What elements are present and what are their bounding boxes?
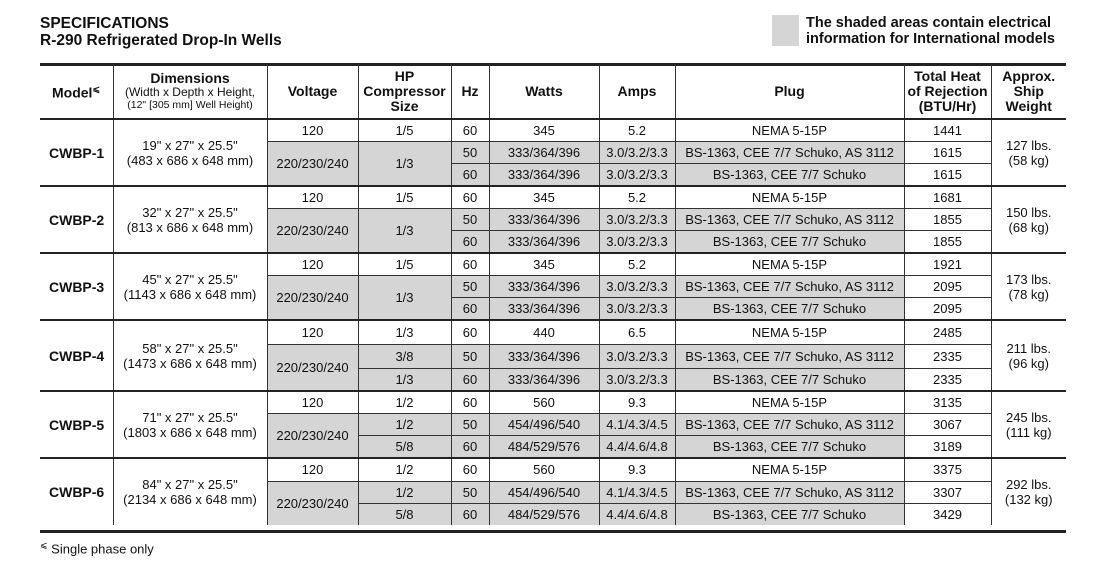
hz-cell: 50 — [451, 344, 489, 368]
heat-rejection-cell: 1441 — [904, 119, 991, 142]
table-body — [40, 119, 1066, 525]
heat-rejection-cell: 1681 — [904, 186, 991, 209]
heat-rejection-cell: 1615 — [904, 164, 991, 187]
voltage-cell: 220/230/240 — [267, 344, 358, 391]
voltage-cell: 120 — [267, 186, 358, 209]
hz-cell: 60 — [451, 186, 489, 209]
plug-cell: NEMA 5-15P — [675, 458, 904, 481]
plug-cell: BS-1363, CEE 7/7 Schuko — [675, 231, 904, 254]
voltage-cell: 120 — [267, 458, 358, 481]
footnote-mark: ⩽ — [40, 540, 48, 550]
dimensions-imperial: 19" x 27" x 25.5" — [142, 137, 238, 153]
dimensions-imperial: 32" x 27" x 25.5" — [142, 204, 238, 220]
ship-weight-cell — [991, 253, 1066, 320]
plug-cell: NEMA 5-15P — [675, 391, 904, 414]
col-dimensions: Dimensions (Width x Depth x Height, (12" [305 mm] Well Height) — [113, 64, 267, 119]
voltage-cell: 120 — [267, 391, 358, 414]
ship-weight-lbs: 211 lbs. — [1006, 340, 1052, 356]
plug-cell: BS-1363, CEE 7/7 Schuko — [675, 436, 904, 459]
col-voltage: Voltage — [267, 64, 358, 119]
ship-weight-kg: (58 kg) — [1008, 152, 1049, 168]
hz-cell: 60 — [451, 231, 489, 254]
col-ship-weight: Approx. Ship Weight — [991, 64, 1066, 119]
watts-cell: 440 — [489, 320, 599, 344]
model-name: CWBP-6 — [40, 458, 113, 525]
ship-weight-lbs: 292 lbs. — [1005, 476, 1052, 492]
hz-cell: 60 — [451, 436, 489, 459]
amps-cell: 5.2 — [599, 186, 675, 209]
hp-cell: 1/3 — [358, 276, 451, 321]
watts-cell: 560 — [489, 391, 599, 414]
voltage-cell: 120 — [267, 119, 358, 142]
hz-cell: 60 — [451, 253, 489, 276]
ship-weight-lbs: 150 lbs. — [1005, 204, 1052, 220]
amps-cell: 3.0/3.2/3.3 — [599, 164, 675, 187]
hp-cell: 5/8 — [358, 503, 451, 525]
hz-cell: 60 — [451, 391, 489, 414]
hp-cell: 1/3 — [358, 142, 451, 187]
dimensions-metric: (1143 x 686 x 648 mm) — [123, 286, 257, 302]
header-row — [40, 64, 1066, 119]
watts-cell: 333/364/396 — [489, 231, 599, 254]
hz-cell: 60 — [451, 298, 489, 321]
shade-swatch — [772, 15, 799, 46]
ship-weight-cell — [991, 391, 1066, 458]
table-row — [40, 253, 1066, 276]
dimensions-metric: (813 x 686 x 648 mm) — [126, 219, 254, 235]
hp-cell: 1/5 — [358, 186, 451, 209]
hz-cell: 50 — [451, 142, 489, 164]
amps-cell: 3.0/3.2/3.3 — [599, 209, 675, 231]
ship-weight-lbs: 245 lbs. — [1005, 409, 1052, 425]
amps-cell: 5.2 — [599, 119, 675, 142]
dimensions-imperial: 58" x 27" x 25.5" — [142, 340, 238, 356]
watts-cell: 333/364/396 — [489, 142, 599, 164]
watts-cell: 560 — [489, 458, 599, 481]
ship-weight-kg: (68 kg) — [1008, 219, 1049, 235]
legend-line-1: The shaded areas contain electrical — [806, 15, 1051, 31]
watts-cell: 345 — [489, 119, 599, 142]
hz-cell: 60 — [451, 458, 489, 481]
model-name: CWBP-1 — [40, 119, 113, 186]
heat-rejection-cell: 1855 — [904, 231, 991, 254]
heat-rejection-cell: 3135 — [904, 391, 991, 414]
hp-cell: 1/3 — [358, 320, 451, 344]
footnote — [40, 540, 154, 556]
plug-cell: BS-1363, CEE 7/7 Schuko, AS 3112 — [675, 414, 904, 436]
ship-weight-cell — [991, 119, 1066, 186]
ship-weight-cell — [991, 320, 1066, 391]
dimensions-cell — [113, 391, 267, 458]
ship-weight-cell — [991, 186, 1066, 253]
model-name: CWBP-3 — [40, 253, 113, 320]
dimensions-metric: (1803 x 686 x 648 mm) — [123, 424, 257, 440]
table-row — [40, 119, 1066, 142]
plug-cell: BS-1363, CEE 7/7 Schuko, AS 3112 — [675, 481, 904, 503]
plug-cell: BS-1363, CEE 7/7 Schuko, AS 3112 — [675, 142, 904, 164]
amps-cell: 5.2 — [599, 253, 675, 276]
hz-cell: 50 — [451, 209, 489, 231]
ship-weight-lbs: 173 lbs. — [1005, 271, 1052, 287]
legend-line-2: information for International models — [806, 31, 1055, 47]
watts-cell: 484/529/576 — [489, 436, 599, 459]
heat-rejection-cell: 2335 — [904, 344, 991, 368]
heat-rejection-cell: 3429 — [904, 503, 991, 525]
hz-cell: 60 — [451, 119, 489, 142]
dimensions-cell — [113, 119, 267, 186]
hp-cell: 5/8 — [358, 436, 451, 459]
dimensions-cell — [113, 320, 267, 391]
amps-cell: 6.5 — [599, 320, 675, 344]
voltage-cell: 220/230/240 — [267, 209, 358, 254]
dimensions-imperial: 45" x 27" x 25.5" — [142, 271, 238, 287]
heat-rejection-cell: 2485 — [904, 320, 991, 344]
dimensions-metric: (1473 x 686 x 648 mm) — [123, 355, 257, 371]
watts-cell: 333/364/396 — [489, 276, 599, 298]
amps-cell: 3.0/3.2/3.3 — [599, 276, 675, 298]
hp-cell: 1/3 — [358, 368, 451, 391]
heat-rejection-cell: 2095 — [904, 298, 991, 321]
amps-cell: 3.0/3.2/3.3 — [599, 344, 675, 368]
hp-cell: 1/2 — [358, 391, 451, 414]
watts-cell: 345 — [489, 186, 599, 209]
table-row — [40, 186, 1066, 209]
plug-cell: BS-1363, CEE 7/7 Schuko — [675, 368, 904, 391]
title-line-2: R-290 Refrigerated Drop-In Wells — [40, 32, 282, 49]
hz-cell: 50 — [451, 414, 489, 436]
hz-cell: 60 — [451, 368, 489, 391]
voltage-cell: 120 — [267, 253, 358, 276]
voltage-cell: 220/230/240 — [267, 481, 358, 525]
col-hp: HP Compressor Size — [358, 64, 451, 119]
col-watts: Watts — [489, 64, 599, 119]
plug-cell: BS-1363, CEE 7/7 Schuko, AS 3112 — [675, 209, 904, 231]
heat-rejection-cell: 2095 — [904, 276, 991, 298]
dimensions-cell — [113, 458, 267, 525]
legend-text — [806, 15, 1055, 47]
hz-cell: 60 — [451, 503, 489, 525]
table-row — [40, 320, 1066, 344]
ship-weight-lbs: 127 lbs. — [1005, 137, 1052, 153]
heat-rejection-cell: 3067 — [904, 414, 991, 436]
ship-weight-kg: (78 kg) — [1008, 286, 1049, 302]
amps-cell: 9.3 — [599, 391, 675, 414]
heat-rejection-cell: 1615 — [904, 142, 991, 164]
voltage-cell: 220/230/240 — [267, 414, 358, 459]
hz-cell: 60 — [451, 164, 489, 187]
col-amps: Amps — [599, 64, 675, 119]
table-row — [40, 458, 1066, 481]
hz-cell: 50 — [451, 481, 489, 503]
hz-cell: 60 — [451, 320, 489, 344]
plug-cell: NEMA 5-15P — [675, 119, 904, 142]
voltage-cell: 220/230/240 — [267, 142, 358, 187]
plug-cell: NEMA 5-15P — [675, 186, 904, 209]
heat-rejection-cell: 2335 — [904, 368, 991, 391]
hp-cell: 1/5 — [358, 253, 451, 276]
hp-cell: 1/3 — [358, 209, 451, 254]
amps-cell: 4.1/4.3/4.5 — [599, 481, 675, 503]
title-line-1: SPECIFICATIONS — [40, 15, 169, 32]
model-name: CWBP-4 — [40, 320, 113, 391]
model-name: CWBP-2 — [40, 186, 113, 253]
dimensions-imperial: 71" x 27" x 25.5" — [142, 409, 238, 425]
model-name: CWBP-5 — [40, 391, 113, 458]
ship-weight-kg: (132 kg) — [1004, 491, 1053, 507]
voltage-cell: 120 — [267, 320, 358, 344]
watts-cell: 333/364/396 — [489, 164, 599, 187]
shade-legend — [772, 15, 1055, 47]
amps-cell: 3.0/3.2/3.3 — [599, 368, 675, 391]
watts-cell: 333/364/396 — [489, 298, 599, 321]
footnote-text: Single phase only — [51, 541, 154, 557]
watts-cell: 454/496/540 — [489, 481, 599, 503]
heat-rejection-cell: 1855 — [904, 209, 991, 231]
plug-cell: NEMA 5-15P — [675, 253, 904, 276]
hp-cell: 1/2 — [358, 481, 451, 503]
plug-cell: BS-1363, CEE 7/7 Schuko — [675, 298, 904, 321]
heat-rejection-cell: 3189 — [904, 436, 991, 459]
dimensions-cell — [113, 253, 267, 320]
table-bottom-rule — [40, 530, 1066, 533]
ship-weight-cell — [991, 458, 1066, 525]
spec-table — [40, 64, 1066, 525]
amps-cell: 3.0/3.2/3.3 — [599, 142, 675, 164]
watts-cell: 345 — [489, 253, 599, 276]
voltage-cell: 220/230/240 — [267, 276, 358, 321]
col-model: Model⩽ — [40, 64, 113, 119]
amps-cell: 3.0/3.2/3.3 — [599, 298, 675, 321]
dimensions-cell — [113, 186, 267, 253]
hp-cell: 3/8 — [358, 344, 451, 368]
col-hz: Hz — [451, 64, 489, 119]
hp-cell: 1/2 — [358, 414, 451, 436]
heat-rejection-cell: 1921 — [904, 253, 991, 276]
ship-weight-kg: (111 kg) — [1005, 424, 1052, 440]
dimensions-metric: (2134 x 686 x 648 mm) — [123, 491, 257, 507]
plug-cell: NEMA 5-15P — [675, 320, 904, 344]
hp-cell: 1/2 — [358, 458, 451, 481]
ship-weight-kg: (96 kg) — [1008, 355, 1049, 371]
table-row — [40, 391, 1066, 414]
amps-cell: 9.3 — [599, 458, 675, 481]
heat-rejection-cell: 3375 — [904, 458, 991, 481]
watts-cell: 333/364/396 — [489, 209, 599, 231]
plug-cell: BS-1363, CEE 7/7 Schuko — [675, 164, 904, 187]
dimensions-metric: (483 x 686 x 648 mm) — [126, 152, 254, 168]
plug-cell: BS-1363, CEE 7/7 Schuko, AS 3112 — [675, 344, 904, 368]
watts-cell: 333/364/396 — [489, 344, 599, 368]
watts-cell: 333/364/396 — [489, 368, 599, 391]
page-title — [40, 15, 282, 49]
dimensions-imperial: 84" x 27" x 25.5" — [142, 476, 238, 492]
amps-cell: 4.4/4.6/4.8 — [599, 503, 675, 525]
hp-cell: 1/5 — [358, 119, 451, 142]
heat-rejection-cell: 3307 — [904, 481, 991, 503]
plug-cell: BS-1363, CEE 7/7 Schuko — [675, 503, 904, 525]
plug-cell: BS-1363, CEE 7/7 Schuko, AS 3112 — [675, 276, 904, 298]
col-heat: Total Heat of Rejection (BTU/Hr) — [904, 64, 991, 119]
watts-cell: 454/496/540 — [489, 414, 599, 436]
amps-cell: 3.0/3.2/3.3 — [599, 231, 675, 254]
amps-cell: 4.4/4.6/4.8 — [599, 436, 675, 459]
hz-cell: 50 — [451, 276, 489, 298]
watts-cell: 484/529/576 — [489, 503, 599, 525]
amps-cell: 4.1/4.3/4.5 — [599, 414, 675, 436]
col-plug: Plug — [675, 64, 904, 119]
